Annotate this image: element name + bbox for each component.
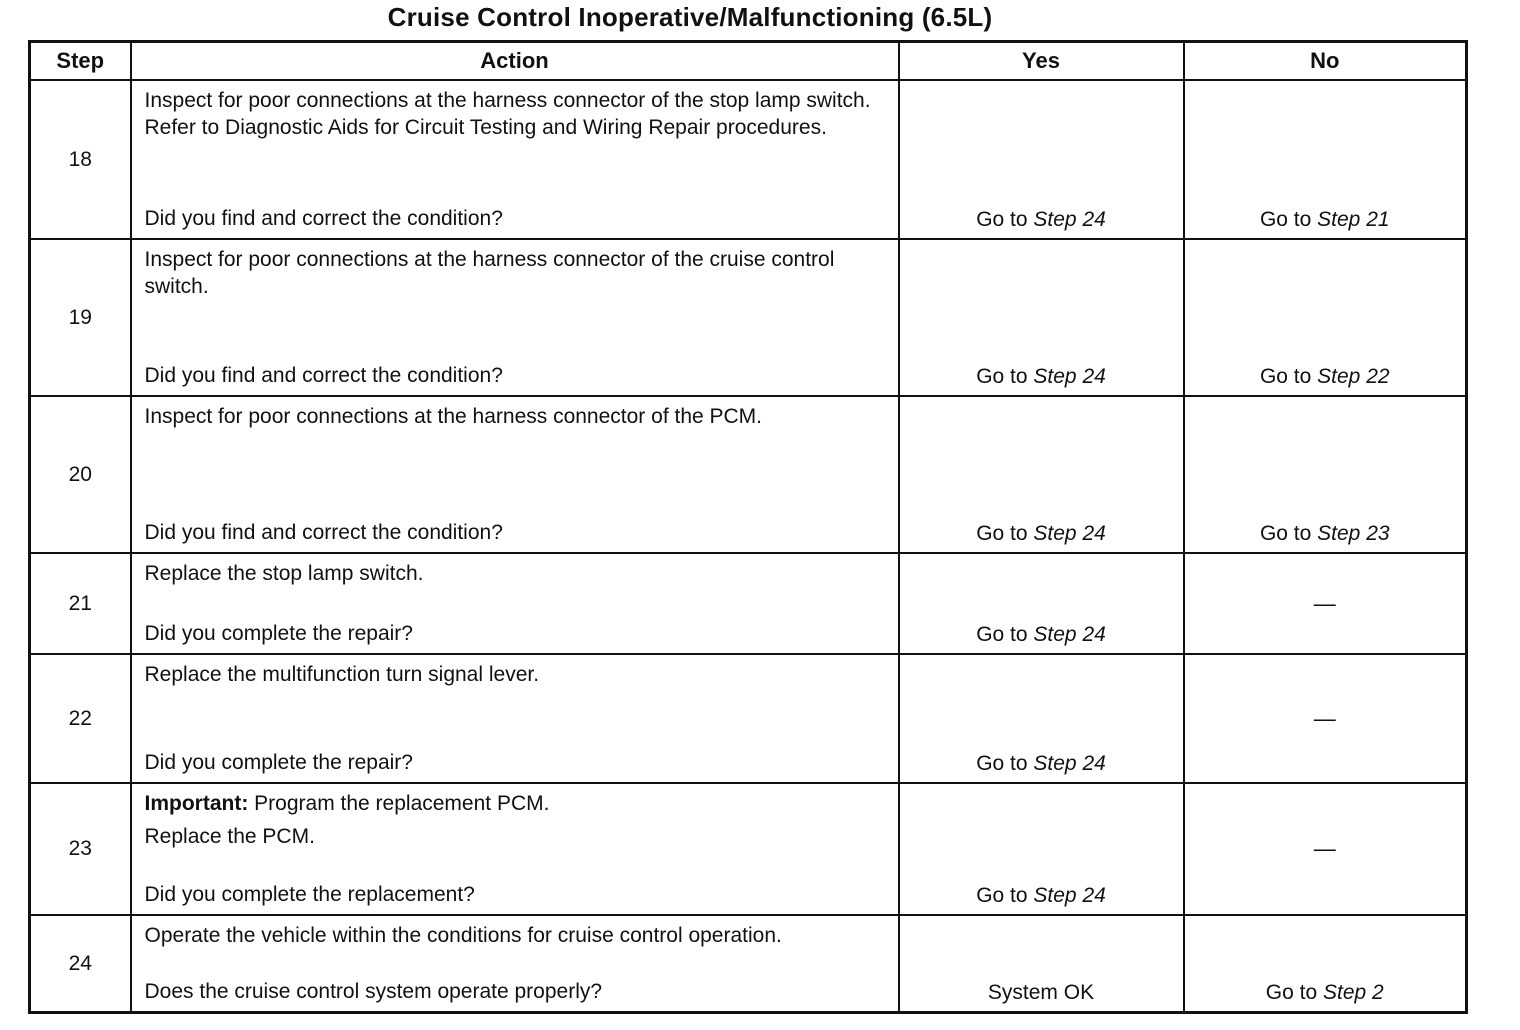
- action-text: Replace the multifunction turn signal lever.: [144, 663, 540, 686]
- action-cell: [131, 396, 899, 553]
- no-cell: [1184, 239, 1467, 396]
- yes-step-link: Step 24: [1033, 623, 1106, 646]
- no-step-link: Step 21: [1317, 208, 1390, 231]
- yes-step-link: Step 24: [1033, 522, 1106, 545]
- step-number: 22: [30, 654, 131, 783]
- no-cell: [1184, 80, 1467, 239]
- action-text: Inspect for poor connections at the harness connector of the stop lamp switch. Refer to Diagnostic Aids for Circuit Testing and Wiring Repair procedures.: [144, 89, 871, 139]
- yes-cell: [899, 654, 1184, 783]
- action-text: Inspect for poor connections at the harness connector of the cruise control switch.: [144, 248, 835, 298]
- table-row: [30, 239, 1467, 396]
- action-question: Did you find and correct the condition?: [144, 521, 503, 544]
- step-number: 18: [30, 80, 131, 239]
- diagnostic-table: [28, 40, 1468, 1014]
- action-cell: [131, 915, 899, 1013]
- page-title: Cruise Control Inoperative/Malfunctioning (6.5L): [387, 2, 993, 32]
- no-cell: [1184, 915, 1467, 1013]
- go-to-label: Go to: [976, 365, 1028, 388]
- table-row: [30, 783, 1467, 915]
- go-to-label: Go to: [1259, 522, 1312, 545]
- header-action: Action: [131, 42, 899, 81]
- action-text: Inspect for poor connections at the harness connector of the PCM.: [144, 405, 763, 428]
- important-note: [145, 790, 886, 817]
- go-to-label: Go to: [1259, 365, 1312, 388]
- action-cell: [131, 783, 899, 915]
- go-to-label: Go to: [976, 623, 1028, 646]
- no-cell-dash: —: [1184, 553, 1467, 654]
- yes-step-link: Step 24: [1033, 752, 1106, 775]
- no-cell-dash: —: [1184, 654, 1467, 783]
- no-cell-dash: —: [1184, 783, 1467, 915]
- yes-cell: [899, 553, 1184, 654]
- yes-step-link: Step 24: [1033, 365, 1106, 388]
- action-question: Does the cruise control system operate properly?: [144, 980, 603, 1003]
- no-step-link: Step 2: [1323, 981, 1384, 1004]
- action-question: Did you find and correct the condition?: [144, 364, 503, 387]
- table-row: [30, 915, 1467, 1013]
- header-step: Step: [30, 42, 131, 81]
- action-cell: [131, 80, 899, 239]
- action-text: Replace the PCM.: [144, 825, 315, 848]
- yes-cell: [899, 80, 1184, 239]
- yes-cell: [899, 783, 1184, 915]
- yes-step-link: Step 24: [1033, 208, 1106, 231]
- yes-step-link: Step 24: [1033, 884, 1106, 907]
- no-cell: [1184, 396, 1467, 553]
- important-label: Important:: [144, 792, 249, 815]
- header-no: No: [1184, 42, 1467, 81]
- no-step-link: Step 23: [1317, 522, 1390, 545]
- action-question: Did you find and correct the condition?: [144, 207, 503, 230]
- action-cell: [131, 553, 899, 654]
- yes-cell: System OK: [899, 915, 1184, 1013]
- table-row: [30, 553, 1467, 654]
- action-text: Operate the vehicle within the conditions for cruise control operation.: [144, 924, 782, 947]
- step-number: 19: [30, 239, 131, 396]
- action-text: Replace the stop lamp switch.: [144, 562, 424, 585]
- go-to-label: Go to: [976, 208, 1028, 231]
- go-to-label: Go to: [976, 752, 1028, 775]
- yes-cell: [899, 396, 1184, 553]
- yes-cell: [899, 239, 1184, 396]
- step-number: 23: [30, 783, 131, 915]
- go-to-label: Go to: [976, 884, 1028, 907]
- step-number: 21: [30, 553, 131, 654]
- action-question: Did you complete the replacement?: [144, 883, 475, 906]
- action-cell: [131, 239, 899, 396]
- important-text: Program the replacement PCM.: [254, 792, 550, 815]
- table-row: [30, 654, 1467, 783]
- table-row: [30, 80, 1467, 239]
- no-step-link: Step 22: [1317, 365, 1390, 388]
- table-row: [30, 396, 1467, 553]
- go-to-label: Go to: [1265, 981, 1318, 1004]
- step-number: 24: [30, 915, 131, 1013]
- go-to-label: Go to: [1259, 208, 1312, 231]
- go-to-label: Go to: [976, 522, 1028, 545]
- action-question: Did you complete the repair?: [144, 751, 413, 774]
- header-yes: Yes: [899, 42, 1184, 81]
- table-header-row: [30, 42, 1467, 81]
- step-number: 20: [30, 396, 131, 553]
- action-question: Did you complete the repair?: [144, 622, 413, 645]
- action-cell: [131, 654, 899, 783]
